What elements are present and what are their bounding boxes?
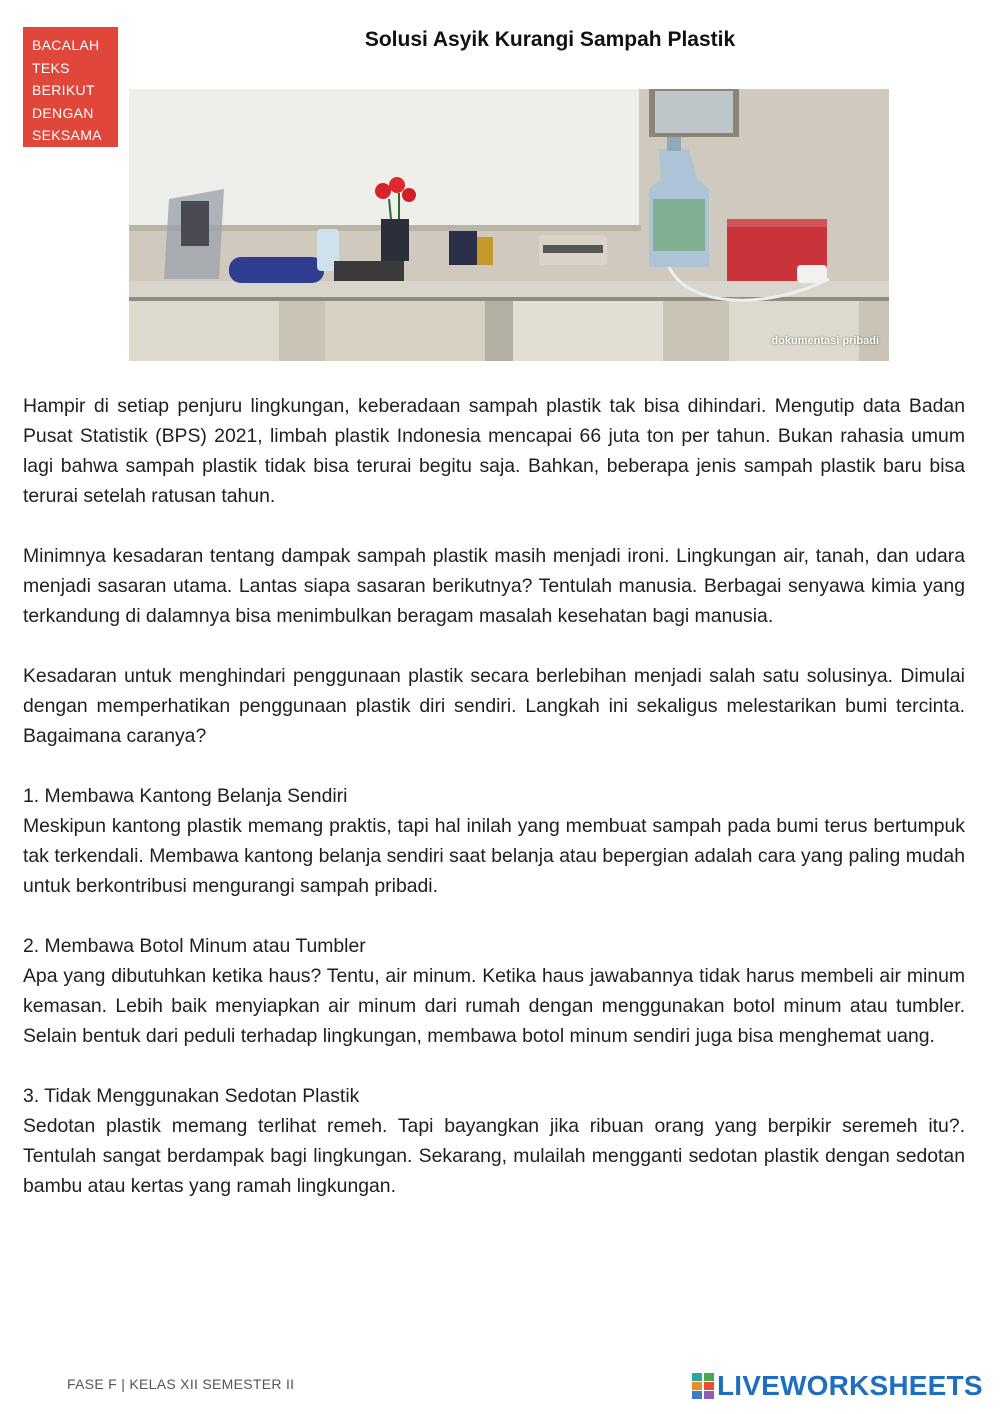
footer-class-info: FASE F | KELAS XII SEMESTER II [67, 1376, 295, 1392]
badge-line: BACALAH [32, 37, 100, 53]
article-photo [129, 89, 889, 361]
section-title: 1. Membawa Kantong Belanja Sendiri [23, 785, 348, 807]
badge-line: BERIKUT [32, 82, 95, 98]
badge-line: DENGAN [32, 104, 94, 121]
page-title: Solusi Asyik Kurangi Sampah Plastik [364, 28, 736, 51]
tip-section [23, 931, 965, 1051]
photo-credit: dokumentasi pribadi [771, 335, 879, 347]
badge-line: TEKS [32, 59, 70, 76]
photo-illustration [129, 89, 889, 361]
read-instruction-badge [23, 27, 118, 147]
liveworksheets-brand[interactable] [692, 1370, 983, 1402]
article-body [23, 391, 965, 1231]
section-body: Meskipun kantong plastik memang praktis, tapi hal inilah yang membuat sampah pada bumi terus bertumpuk tak terkendali. Membawa kantong belanja sendiri saat belanja atau bepergian adalah cara yang paling mudah untuk berkontribusi mengurangi sampah pribadi. [23, 815, 965, 897]
paragraph: Hampir di setiap penjuru lingkungan, keberadaan sampah plastik tak bisa dihindari. Mengutip data Badan Pusat Statistik (BPS) 2021, limbah plastik Indonesia mencapai 66 juta ton per tahun. Bukan rahasia umum lagi bahwa sampah plastik tidak bisa terurai begitu saja. Bahkan, beberapa jenis sampah plastik baru bisa terurai setelah ratusan tahun. [23, 395, 965, 507]
section-title: 2. Membawa Botol Minum atau Tumbler [23, 935, 366, 957]
tip-section [23, 781, 965, 901]
liveworksheets-logo-icon [692, 1372, 714, 1400]
section-title: 3. Tidak Menggunakan Sedotan Plastik [23, 1085, 360, 1107]
section-body: Apa yang dibutuhkan ketika haus? Tentu, air minum. Ketika haus jawabannya tidak harus membeli air minum kemasan. Lebih baik menyiapkan air minum dari rumah dengan menggunakan botol minum atau tumbler. Selain bentuk dari peduli terhadap lingkungan, membawa botol minum sendiri juga bisa menghemat uang. [23, 965, 965, 1047]
tip-section [23, 1081, 965, 1201]
brand-name: LIVEWORKSHEETS [717, 1370, 983, 1401]
badge-line: SEKSAMA [32, 127, 102, 143]
paragraph: Kesadaran untuk menghindari penggunaan plastik secara berlebihan menjadi salah satu solusinya. Dimulai dengan memperhatikan penggunaan plastik diri sendiri. Langkah ini sekaligus melestarikan bumi tercinta. Bagaimana caranya? [23, 665, 965, 747]
section-body: Sedotan plastik memang terlihat remeh. Tapi bayangkan jika ribuan orang yang berpikir seremeh itu?. Tentulah sangat berdampak bagi lingkungan. Sekarang, mulailah mengganti sedotan plastik dengan sedotan bambu atau kertas yang ramah lingkungan. [23, 1115, 965, 1197]
paragraph: Minimnya kesadaran tentang dampak sampah plastik masih menjadi ironi. Lingkungan air, tanah, dan udara menjadi sasaran utama. Lantas siapa sasaran berikutnya? Tentulah manusia. Berbagai senyawa kimia yang terkandung di dalamnya bisa menimbulkan beragam masalah kesehatan bagi manusia. [23, 545, 965, 627]
